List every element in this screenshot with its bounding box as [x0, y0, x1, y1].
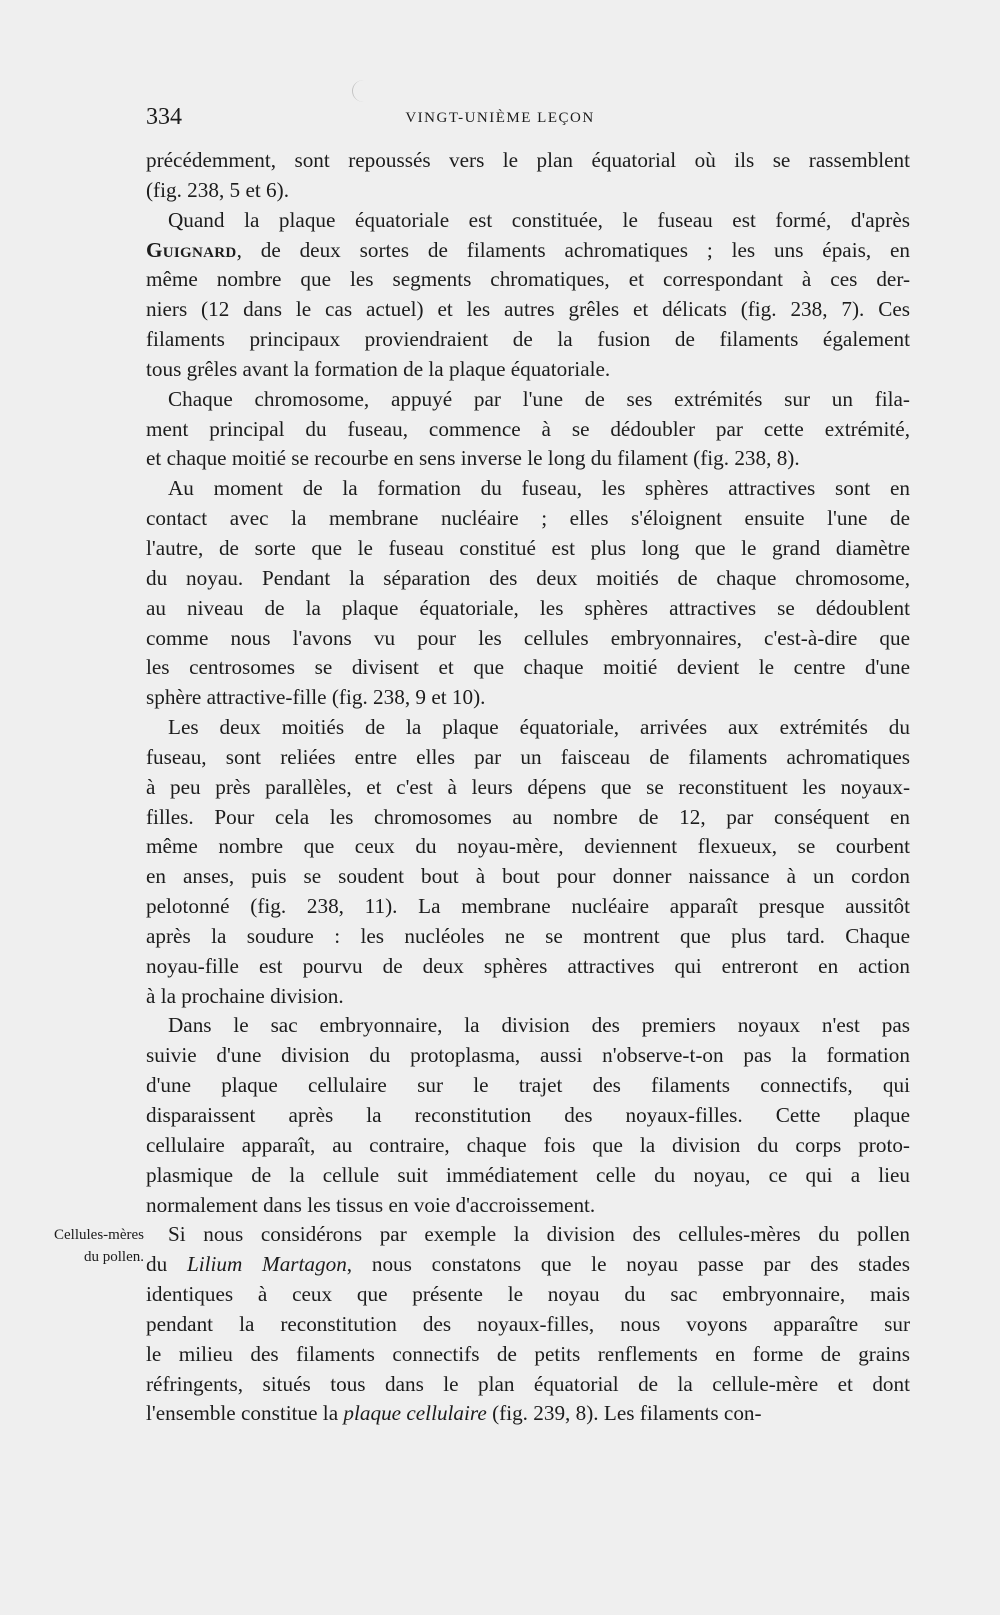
text-line [146, 594, 910, 624]
text-line [146, 534, 910, 564]
text-run: plasmique de la cellule suit immédiatement celle du noyau, ce qui a lieu [146, 1162, 910, 1187]
text-run: niers (12 dans le cas actuel) et les autres grêles et délicats (fig. 238, 7). Ces [146, 297, 910, 322]
running-title: VINGT-UNIÈME LEÇON [405, 110, 595, 126]
text-run: même nombre que ceux du noyau-mère, deviennent flexueux, se courbent [146, 834, 910, 859]
text-line [146, 1399, 910, 1429]
text-run: noyau-fille est pourvu de deux sphères attractives qui entreront en action [146, 953, 910, 978]
text-run: comme nous l'avons vu pour les cellules embryonnaires, c'est-à-dire que [146, 625, 910, 650]
text-line [146, 773, 910, 803]
text-run: à la prochaine division. [146, 983, 344, 1008]
text-run: même nombre que les segments chromatiques, et correspondant à ces der- [146, 267, 910, 292]
text-line [146, 474, 910, 504]
text-run: filaments principaux proviendraient de la fusion de filaments également [146, 327, 910, 352]
text-run: contact avec la membrane nucléaire ; elles s'éloignent ensuite l'une de [146, 506, 910, 531]
text-run: (fig. 238, 5 et 6). [146, 177, 289, 202]
text-line [146, 1041, 910, 1071]
body-text [146, 146, 910, 1429]
text-line [146, 504, 910, 534]
text-line [146, 653, 910, 683]
text-run: normalement dans les tissus en voie d'accroissement. [146, 1192, 596, 1217]
author-name: Guignard [146, 237, 237, 262]
text-run: au niveau de la plaque équatoriale, les sphères attractives se dédoublent [146, 595, 910, 620]
text-run: et chaque moitié se recourbe en sens inverse le long du filament (fig. 238, 8). [146, 446, 800, 471]
text-run: précédemment, sont repoussés vers le plan équatorial où ils se rassemblent [146, 148, 910, 172]
text-line [146, 444, 910, 474]
text-line [146, 922, 910, 952]
text-line [146, 236, 910, 266]
text-run: sphère attractive-fille (fig. 238, 9 et 10). [146, 685, 486, 710]
text-run: disparaissent après la reconstitution des noyaux-filles. Cette plaque [146, 1103, 910, 1127]
text-line [146, 982, 910, 1012]
text-run: après la soudure : les nucléoles ne se montrent que plus tard. Chaque [146, 923, 910, 948]
text-line [146, 952, 910, 982]
text-line [146, 1071, 910, 1101]
margin-note-line: Cellules-mères [54, 1227, 144, 1243]
text-run: suivie d'une division du protoplasma, aussi n'observe-t-on pas la formation [146, 1043, 910, 1068]
text-run: (fig. 239, 8). Les filaments con- [486, 1401, 762, 1426]
text-line [146, 1340, 910, 1370]
text-line [146, 265, 910, 295]
text-run: Dans le sac embryonnaire, la division des premiers noyaux n'est pas [168, 1013, 910, 1038]
text-line [146, 206, 910, 236]
text-line [146, 146, 910, 176]
text-line [146, 1310, 910, 1340]
text-line [146, 1011, 910, 1041]
margin-note [26, 1224, 144, 1268]
text-line [146, 624, 910, 654]
margin-note-line: du pollen. [84, 1249, 144, 1265]
text-run: d'une plaque cellulaire sur le trajet des filaments connectifs, qui [146, 1073, 910, 1098]
text-run: Chaque chromosome, appuyé par l'une de ses extrémités sur un fila- [168, 386, 910, 411]
text-run: réfringents, situés tous dans le plan équatorial de la cellule-mère et dont [146, 1371, 910, 1396]
text-line [146, 1280, 910, 1310]
text-run: le milieu des filaments connectifs de petits renflements en forme de grains [146, 1341, 910, 1366]
italic-term: Lilium Martagon [186, 1252, 347, 1277]
text-line [146, 713, 910, 743]
text-line [146, 743, 910, 773]
text-run: identiques à ceux que présente le noyau du sac embryonnaire, mais [146, 1282, 910, 1307]
text-line [146, 1131, 910, 1161]
text-line [146, 1220, 910, 1250]
text-line [146, 1250, 910, 1280]
text-line [146, 832, 910, 862]
text-line [146, 295, 910, 325]
text-line [146, 564, 910, 594]
text-run: fuseau, sont reliées entre elles par un faisceau de filaments achromatiques [146, 744, 910, 769]
text-line [146, 1101, 910, 1131]
text-line [146, 355, 910, 385]
text-run: Quand la plaque équatoriale est constituée, le fuseau est formé, d'après [168, 207, 910, 232]
text-run: ment principal du fuseau, commence à se dédoubler par cette extrémité, [146, 416, 910, 441]
text-run: filles. Pour cela les chromosomes au nombre de 12, par conséquent en [146, 804, 910, 829]
text-run: Si nous considérons par exemple la division des cellules-mères du pollen [168, 1222, 910, 1247]
text-run: Au moment de la formation du fuseau, les sphères attractives sont en [168, 476, 910, 501]
page-header [0, 104, 1000, 134]
ink-smudge [352, 80, 375, 102]
text-run: pendant la reconstitution des noyaux-filles, nous voyons apparaître sur [146, 1311, 910, 1336]
text-run: , nous constatons que le noyau passe par des stades [346, 1252, 910, 1277]
text-line [146, 385, 910, 415]
text-line [146, 176, 910, 206]
text-line [146, 1161, 910, 1191]
text-run: cellulaire apparaît, au contraire, chaque fois que la division du corps proto- [146, 1132, 910, 1157]
page-number: 334 [146, 104, 182, 130]
text-line [146, 1191, 910, 1221]
text-run: tous grêles avant la formation de la plaque équatoriale. [146, 356, 611, 381]
text-line [146, 325, 910, 355]
text-run: l'ensemble constitue la [146, 1401, 344, 1426]
text-line [146, 803, 910, 833]
text-run: à peu près parallèles, et c'est à leurs dépens que se reconstituent les noyaux- [146, 774, 910, 799]
text-run: , de deux sortes de filaments achromatiques ; les uns épais, en [236, 237, 910, 262]
text-run: l'autre, de sorte que le fuseau constitué est plus long que le grand diamètre [146, 535, 910, 560]
italic-term: plaque cellulaire [343, 1401, 487, 1426]
text-line [146, 1370, 910, 1400]
text-run: du noyau. Pendant la séparation des deux moitiés de chaque chromosome, [146, 565, 910, 590]
text-run: Les deux moitiés de la plaque équatoriale, arrivées aux extrémités du [168, 715, 910, 740]
text-line [146, 862, 910, 892]
text-run: du [146, 1252, 187, 1277]
text-line [146, 415, 910, 445]
text-run: pelotonné (fig. 238, 11). La membrane nucléaire apparaît presque aussitôt [146, 894, 910, 919]
text-line [146, 683, 910, 713]
text-run: en anses, puis se soudent bout à bout pour donner naissance à un cordon [146, 864, 910, 889]
text-line [146, 892, 910, 922]
text-run: les centrosomes se divisent et que chaque moitié devient le centre d'une [146, 655, 910, 680]
